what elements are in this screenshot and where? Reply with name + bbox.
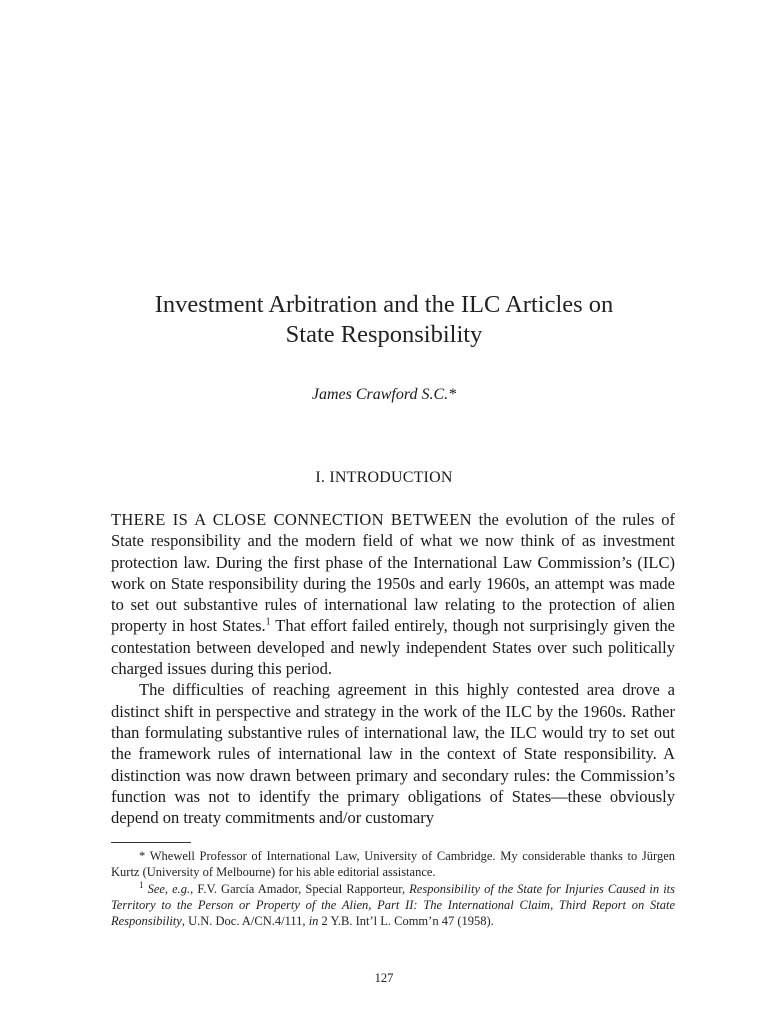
page-number: 127 <box>374 971 394 985</box>
footnote-separator <box>111 842 191 843</box>
paragraph-1 <box>111 509 675 679</box>
author-name: James Crawford S.C.* <box>311 386 457 403</box>
body-text <box>111 509 675 828</box>
paragraph-2: The difficulties of reaching agreement in this highly contested area drove a distinct shift in perspective and strategy in the work of the ILC by the 1960s. Rather than formulating substantive rules of international law, the ILC would try to set out the framework rules of international law in the context of State responsibility. A distinction was now drawn between primary and secondary rules: the Commission’s function was not to identify the primary obligations of States—these obviously depend on treaty commitments and/or customary <box>111 680 675 828</box>
chapter-title-line-2: State Responsibility <box>285 321 483 348</box>
footnotes <box>111 848 675 929</box>
chapter-title <box>60 290 708 350</box>
footnote-star <box>111 848 675 881</box>
footnote-1-see: See, e.g., <box>147 881 194 896</box>
footnote-1-marker: 1 <box>139 879 144 890</box>
footnote-1-italic-title: Responsibility of the State for Injuries Caused in its Territory to the Person or Property of the Alien, Part II: The International Claim, Third Report on State Responsibility <box>111 881 676 929</box>
section-heading: I. INTRODUCTION <box>315 469 453 486</box>
footnote-ref-1: 1 <box>265 616 271 628</box>
footnote-1 <box>111 881 675 930</box>
paragraph-1-lead-caps: THERE IS A CLOSE CONNECTION BETWEEN <box>111 510 472 529</box>
footnote-1-in: in <box>308 914 319 929</box>
footnote-1-text-a: F.V. García Amador, Special Rapporteur, <box>193 881 410 896</box>
chapter-title-line-1: Investment Arbitration and the ILC Articles on <box>154 291 614 318</box>
footnote-1-text-c: 2 Y.B. Int’l L. Comm’n 47 (1958). <box>318 914 494 929</box>
footnote-star-text: Whewell Professor of International Law, University of Cambridge. My considerable thanks to Jürgen Kurtz (University of Melbourne) for his able editorial assistance. <box>111 849 675 880</box>
footnote-star-marker: * <box>139 849 146 863</box>
paragraph-1-text-a: the evolution of the rules of State responsibility and the modern field of what we now think of as investment protection law. During the first phase of the International Law Commission’s (ILC) work on State responsibility during the 1950s and early 1960s, an attempt was made to set out substantive rules of international law relating to the protection of alien property in host States. <box>111 510 675 636</box>
paragraph-1-text-b: That effort failed entirely, though not surprisingly given the contestation between developed and newly independent States over such politically charged issues during this period. <box>111 616 676 679</box>
footnote-1-text-b: , U.N. Doc. A/CN.4/111, <box>181 914 309 929</box>
